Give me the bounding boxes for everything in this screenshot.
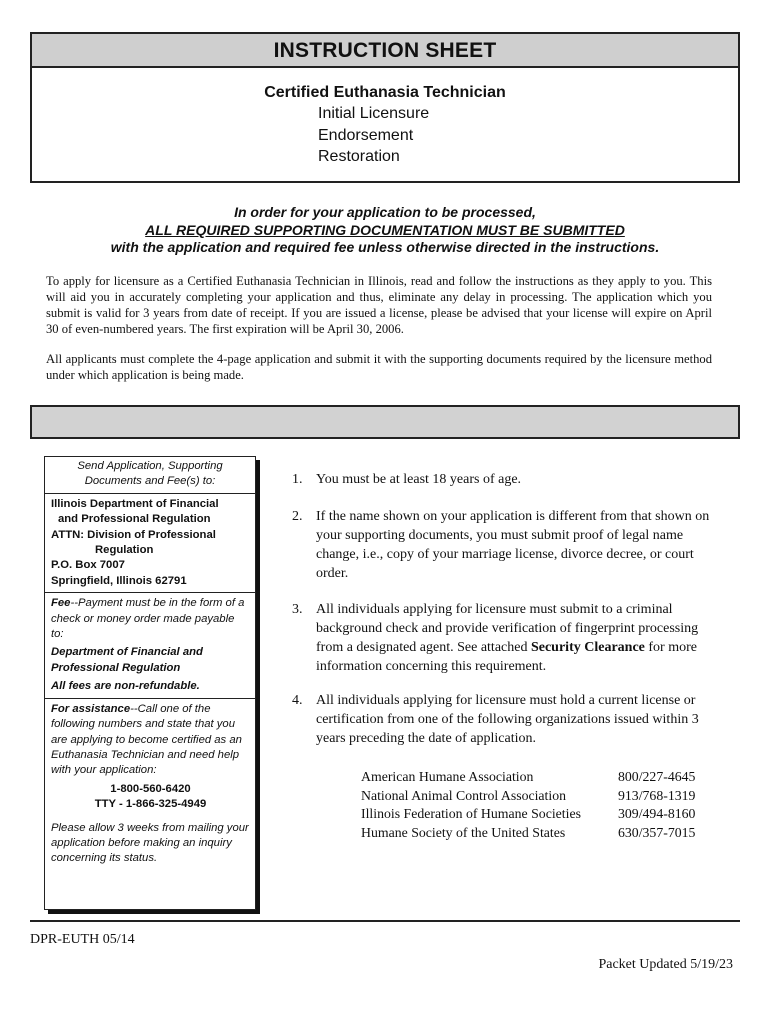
requirements-list — [292, 470, 722, 748]
address-line: Regulation — [95, 544, 154, 557]
footer-divider — [30, 920, 740, 922]
fee-payee: Department of Financial and Professional Regulation — [51, 646, 203, 674]
org-phone: 913/768-1319 — [618, 787, 696, 803]
address-line: ATTN: Division of Professional — [51, 528, 216, 541]
license-type: Restoration — [318, 148, 400, 165]
wait-notice: Please allow 3 weeks from mailing your application before making an inquiry concerning its status. — [51, 821, 249, 865]
fee-instructions: --Payment must be in the form of a check or money order made payable to: — [51, 597, 245, 641]
license-type: Initial Licensure — [318, 105, 430, 122]
address-line: Illinois Department of Financial — [51, 497, 219, 510]
requirements-paragraph: All applicants must complete the 4-page application and submit it with the supporting documents required by the licensure method under which application is being made. — [46, 352, 712, 382]
table-row — [361, 805, 706, 824]
sidebar-heading: Send Application, Supporting Documents and Fee(s) to: — [45, 457, 255, 494]
org-phone: 800/227-4645 — [618, 769, 696, 784]
assistance-label: For assistance — [51, 702, 131, 715]
org-name: National Animal Control Association — [361, 787, 567, 803]
fee-nonrefundable: All fees are non-refundable. — [51, 680, 200, 693]
assistance-phone: 1-800-560-6420 — [110, 782, 191, 795]
form-number: DPR-EUTH 05/14 — [30, 932, 135, 947]
license-type: Endorsement — [318, 126, 414, 144]
intro-paragraph: To apply for licensure as a Certified Euthanasia Technician in Illinois, read and follow the instructions as they apply to you. This will aid you in accurately completing your application and thus, eliminate any delay in processing. The application which you submit is valid for 3 years from date of receipt. If you are issued a license, please be advised that your license will expire on April 30 of even-numbered years. The first expiration will be April 30, 2006. — [46, 274, 712, 336]
assistance-section — [45, 699, 255, 870]
license-subtitle: Certified Euthanasia Technician — [264, 84, 506, 101]
table-row — [361, 824, 706, 843]
table-row — [361, 768, 706, 787]
section-bar — [30, 405, 740, 439]
item-text: All individuals applying for licensure must hold a current license or certification from one of the following organizations issued within 3 years preceding the date of application. — [316, 693, 699, 746]
table-row — [361, 787, 706, 806]
address-line: and Professional Regulation — [58, 513, 211, 526]
assistance-tty: TTY - 1-866-325-4949 — [94, 798, 207, 811]
item-text: for more information concerning this requirement. — [316, 640, 697, 674]
item-number: 2. — [292, 509, 303, 524]
address-line: P.O. Box 7007 — [51, 559, 125, 572]
packet-updated: Packet Updated 5/19/23 — [598, 957, 733, 972]
list-item — [292, 470, 722, 489]
org-name: American Humane Association — [361, 769, 534, 784]
item-text: You must be at least 18 years of age. — [316, 472, 522, 487]
processing-notice — [30, 204, 740, 257]
list-item — [292, 600, 722, 676]
org-name: Illinois Federation of Humane Societies — [361, 806, 581, 821]
mailing-address — [45, 494, 255, 593]
notice-emphasis: ALL REQUIRED SUPPORTING DOCUMENTATION MUST BE SUBMITTED — [145, 221, 625, 238]
notice-line: with the application and required fee unless otherwise directed in the instructions. — [110, 239, 660, 255]
list-item — [292, 691, 722, 748]
item-text: If the name shown on your application is different from that shown on your supporting documents, you must submit proof of legal name change, i.e., copy of your marriage license, divorce decree, or court order. — [316, 509, 710, 581]
fee-section — [45, 593, 255, 698]
license-types — [318, 103, 738, 168]
address-line: Springfield, Illinois 62791 — [51, 574, 187, 587]
notice-line: In order for your application to be processed, — [234, 204, 536, 220]
contact-sidebar — [44, 456, 256, 910]
item-number: 1. — [292, 472, 303, 487]
org-phone: 630/357-7015 — [618, 824, 696, 840]
item-text: All individuals applying for licensure must submit to a criminal background check and provide verification of fingerprint processing from a designated agent. See attached — [316, 602, 699, 655]
organizations-table — [361, 768, 706, 842]
fee-text — [51, 596, 250, 642]
org-name: Humane Society of the United States — [361, 824, 566, 840]
fee-label: Fee — [51, 597, 71, 610]
assistance-text — [51, 702, 250, 779]
security-clearance-ref: Security Clearance — [530, 640, 645, 655]
header-box — [30, 32, 740, 183]
page-title: INSTRUCTION SHEET — [32, 34, 738, 68]
item-number: 3. — [292, 602, 303, 617]
list-item — [292, 507, 722, 583]
assistance-instructions: --Call one of the following numbers and state that you are applying to become certified as an Euthanasia Technician and need help with your application: — [51, 702, 242, 777]
org-phone: 309/494-8160 — [618, 806, 696, 821]
item-number: 4. — [292, 693, 303, 708]
